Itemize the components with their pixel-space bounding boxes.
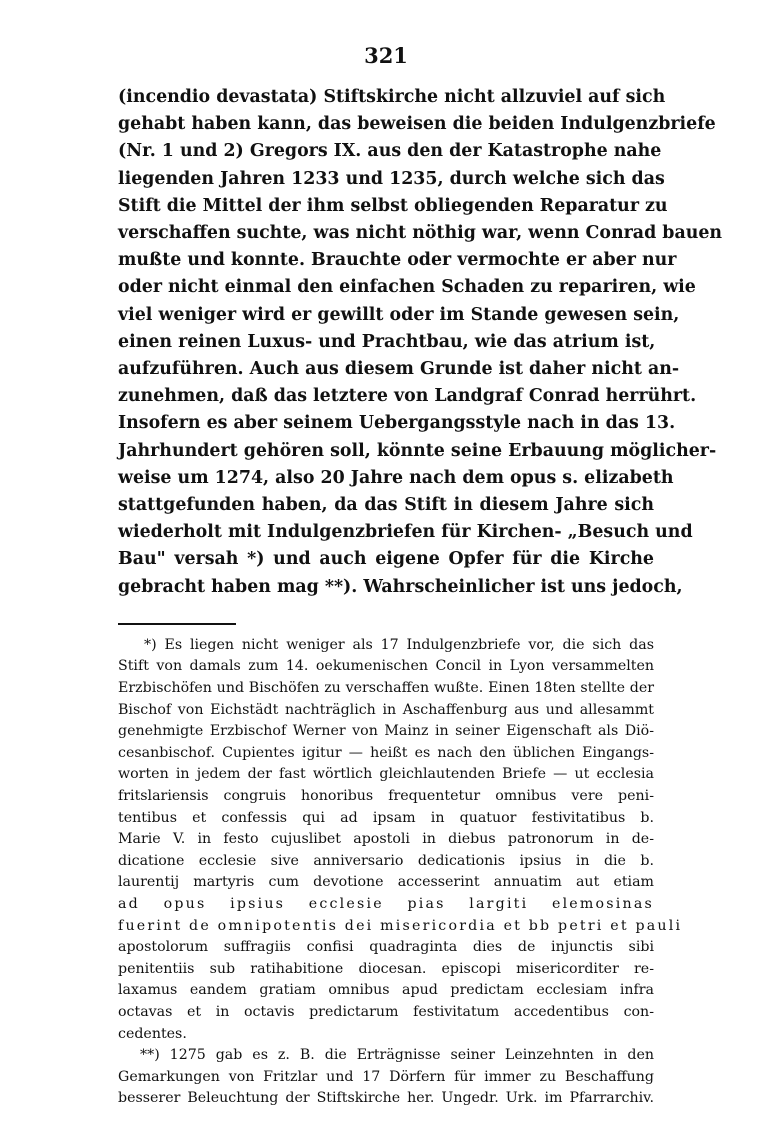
footnote-line: Erzbischöfen und Bischöfen zu verschaffen wußte. Einen 18ten stellte der xyxy=(118,680,654,697)
footnote-line: Marie V. in festo cujuslibet apostoli in diebus patronorum in de- xyxy=(118,831,654,848)
footnote-line: Bischof von Eichstädt nachträglich in Aschaffenburg aus und allesammt xyxy=(118,701,654,718)
main-text-line: liegenden Jahren 1233 und 1235, durch welche sich das xyxy=(118,168,665,189)
footnote-line: apostolorum suffragiis confisi quadraginta dies de injunctis sibi xyxy=(118,939,654,956)
main-text-line: aufzuführen. Auch aus diesem Grunde ist daher nicht an- xyxy=(118,359,680,380)
main-text-line: (Nr. 1 und 2) Gregors IX. aus den der Katastrophe nahe xyxy=(118,141,662,162)
footnote-separator xyxy=(118,623,236,625)
main-text-line: viel weniger wird er gewillt oder im Stande gewesen sein, xyxy=(118,304,680,325)
main-text-line: stattgefunden haben, da das Stift in diesem Jahre sich xyxy=(118,495,654,516)
main-text-line: wiederholt mit Indulgenzbriefen für Kirchen- „Besuch und xyxy=(118,522,693,543)
main-text-line: gehabt haben kann, das beweisen die beiden Indulgenzbriefe xyxy=(118,114,716,135)
footnote-line: cesanbischof. Cupientes igitur — heißt es nach den üblichen Eingangs- xyxy=(118,744,654,761)
footnote-line: Gemarkungen von Fritzlar und 17 Dörfern für immer zu Beschaffung xyxy=(118,1068,654,1085)
main-text-line: (incendio devastata) Stiftskirche nicht allzuviel auf sich xyxy=(118,87,666,107)
book-page xyxy=(118,42,723,1110)
footnote-line: worten in jedem der fast wörtlich gleichlautenden Briefe — ut ecclesia xyxy=(118,766,654,783)
footnote-2 xyxy=(118,1045,654,1110)
footnote-line: octavas et in octavis predictarum festivitatum accedentibus con- xyxy=(118,1003,654,1020)
footnote-line: genehmigte Erzbischof Werner von Mainz in seiner Eigenschaft als Diö- xyxy=(118,723,654,740)
main-text-line: gebracht haben mag **). Wahrscheinlicher ist uns jedoch, xyxy=(118,576,683,597)
footnote-line: *) Es liegen nicht weniger als 17 Indulgenzbriefe vor, die sich das xyxy=(144,636,654,653)
footnote-1 xyxy=(118,635,683,1045)
main-text-line: Insofern es aber seinem Uebergangsstyle nach in das 13. xyxy=(118,413,676,434)
footnote-line: tentibus et confessis qui ad ipsam in quatuor festivitatibus b. xyxy=(118,809,654,826)
main-text-line: weise um 1274, also 20 Jahre nach dem opus s. elizabeth xyxy=(118,467,674,488)
main-text-line: oder nicht einmal den einfachen Schaden zu repariren, wie xyxy=(118,277,696,298)
footnote-line: ad opus ipsius ecclesie pias largiti elemosinas xyxy=(118,895,654,912)
main-text-line: einen reinen Luxus- und Prachtbau, wie das atrium ist, xyxy=(118,331,656,352)
footnote-line: laurentij martyris cum devotione accesserint annuatim aut etiam xyxy=(118,874,654,891)
footnote-line: Stift von damals zum 14. oekumenischen Concil in Lyon versammelten xyxy=(118,658,654,675)
footnote-line: dicatione ecclesie sive anniversario dedicationis ipsius in die b. xyxy=(118,852,654,869)
footnote-line: cedentes. xyxy=(118,1025,187,1042)
footnote-line: fuerint de omnipotentis dei misericordia et bb petri et pauli xyxy=(118,917,683,934)
main-text-line: Bau" versah *) und auch eigene Opfer für die Kirche xyxy=(118,549,654,570)
main-text-line: mußte und konnte. Brauchte oder vermochte er aber nur xyxy=(118,250,677,271)
main-text xyxy=(118,84,723,601)
main-text-line: Stift die Mittel der ihm selbst obliegenden Reparatur zu xyxy=(118,195,668,216)
footnotes xyxy=(118,635,683,1110)
footnote-line: fritslariensis congruis honoribus frequentetur omnibus vere peni- xyxy=(118,788,654,805)
main-text-line: Jahrhundert gehören soll, könnte seine Erbauung möglicher- xyxy=(118,440,717,461)
main-text-line: verschaffen suchte, was nicht nöthig war, wenn Conrad bauen xyxy=(118,223,723,244)
footnote-line: **) 1275 gab es z. B. die Erträgnisse seiner Leinzehnten in den xyxy=(140,1047,654,1064)
page-number: 321 xyxy=(364,43,408,68)
footnote-line: laxamus eandem gratiam omnibus apud predictam ecclesiam infra xyxy=(118,982,654,999)
main-text-line: zunehmen, daß das letztere von Landgraf Conrad herrührt. xyxy=(118,386,697,407)
footnote-line: besserer Beleuchtung der Stiftskirche her. Ungedr. Urk. im Pfarrarchiv. xyxy=(118,1090,654,1107)
footnote-line: penitentiis sub ratihabitione diocesan. episcopi misericorditer re- xyxy=(118,960,654,977)
